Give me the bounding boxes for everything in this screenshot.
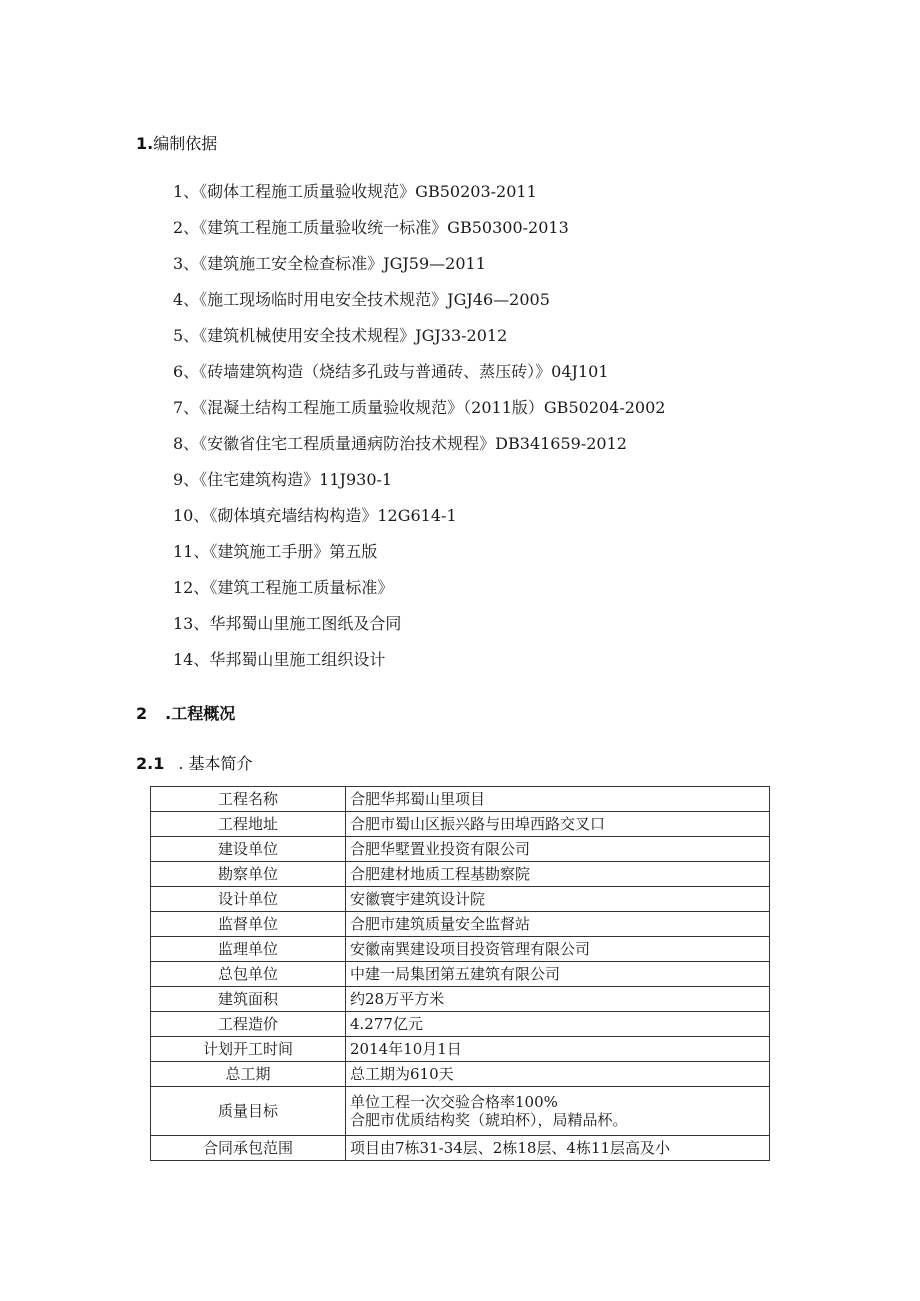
- row-label: 建设单位: [151, 837, 346, 862]
- reference-item: 1、《砌体工程施工质量验收规范》GB50203-2011: [173, 182, 537, 201]
- reference-item: 4、《施工现场临时用电安全技术规范》JGJ46—2005: [173, 290, 550, 309]
- row-value: 总工期为610天: [346, 1062, 770, 1087]
- row-value: 合肥市建筑质量安全监督站: [346, 912, 770, 937]
- reference-item: 3、《建筑施工安全检查标准》JGJ59—2011: [173, 254, 486, 273]
- row-label: 计划开工时间: [151, 1037, 346, 1062]
- row-value: 4.277亿元: [346, 1012, 770, 1037]
- reference-item: 10、《砌体填充墙结构构造》12G614-1: [173, 506, 457, 525]
- table-row: [151, 962, 770, 987]
- table-row: [151, 887, 770, 912]
- row-value: 项目由7栋31-34层、2栋18层、4栋11层高及小: [346, 1136, 770, 1161]
- table-row: [151, 812, 770, 837]
- row-label: 总工期: [151, 1062, 346, 1087]
- row-label: 工程地址: [151, 812, 346, 837]
- reference-list: [173, 181, 665, 685]
- table-row: [151, 837, 770, 862]
- reference-item: 13、华邦蜀山里施工图纸及合同: [173, 614, 402, 633]
- section-title: . 基本简介: [178, 754, 253, 773]
- row-value: 合肥市蜀山区振兴路与田埠西路交叉口: [346, 812, 770, 837]
- row-value: 约28万平方米: [346, 987, 770, 1012]
- section-title: 编制依据: [153, 134, 218, 153]
- row-label: 质量目标: [151, 1087, 346, 1136]
- reference-item: 14、华邦蜀山里施工组织设计: [173, 650, 386, 669]
- row-label: 工程造价: [151, 1012, 346, 1037]
- section-heading-1: [136, 131, 217, 154]
- table-row: [151, 1087, 770, 1136]
- reference-item: 12、《建筑工程施工质量标准》: [173, 578, 394, 597]
- row-value: 合肥华邦蜀山里项目: [346, 787, 770, 812]
- reference-item: 5、《建筑机械使用安全技术规程》JGJ33-2012: [173, 326, 508, 345]
- row-label: 工程名称: [151, 787, 346, 812]
- row-value: 合肥华墅置业投资有限公司: [346, 837, 770, 862]
- reference-item: 9、《住宅建筑构造》11J930-1: [173, 470, 393, 489]
- section-number: 2: [136, 704, 148, 723]
- row-label: 勘察单位: [151, 862, 346, 887]
- project-info-table: [150, 786, 770, 1161]
- section-heading-2: [136, 701, 235, 724]
- row-value: 安徽寰宇建筑设计院: [346, 887, 770, 912]
- reference-item: 7、《混凝土结构工程施工质量验收规范》（2011版）GB50204-2002: [173, 398, 666, 417]
- table-row: [151, 1062, 770, 1087]
- section-number: 1.: [136, 134, 154, 153]
- row-label: 设计单位: [151, 887, 346, 912]
- row-label: 总包单位: [151, 962, 346, 987]
- table-row: [151, 862, 770, 887]
- table-row: [151, 912, 770, 937]
- row-value: 中建一局集团第五建筑有限公司: [346, 962, 770, 987]
- section-heading-2-1: [136, 751, 253, 774]
- section-number: 2.1: [136, 754, 165, 773]
- reference-item: 2、《建筑工程施工质量验收统一标准》GB50300-2013: [173, 218, 569, 237]
- table-row: [151, 937, 770, 962]
- row-value: 合肥建材地质工程基勘察院: [346, 862, 770, 887]
- table-row: [151, 1037, 770, 1062]
- row-label: 监督单位: [151, 912, 346, 937]
- row-value: 单位工程一次交验合格率100% 合肥市优质结构奖（琥珀杯），局精品杯。: [346, 1087, 770, 1136]
- reference-item: 11、《建筑施工手册》第五版: [173, 542, 378, 561]
- reference-item: 8、《安徽省住宅工程质量通病防治技术规程》DB341659-2012: [173, 434, 627, 453]
- row-value: 安徽南巽建设项目投资管理有限公司: [346, 937, 770, 962]
- table-row: [151, 1136, 770, 1161]
- table-row: [151, 1012, 770, 1037]
- section-title: .工程概况: [165, 704, 236, 723]
- row-label: 监理单位: [151, 937, 346, 962]
- row-label: 建筑面积: [151, 987, 346, 1012]
- row-label: 合同承包范围: [151, 1136, 346, 1161]
- table-row: [151, 787, 770, 812]
- table-row: [151, 987, 770, 1012]
- row-value: 2014年10月1日: [346, 1037, 770, 1062]
- reference-item: 6、《砖墙建筑构造（烧结多孔豉与普通砖、蒸压砖）》04J101: [173, 362, 609, 381]
